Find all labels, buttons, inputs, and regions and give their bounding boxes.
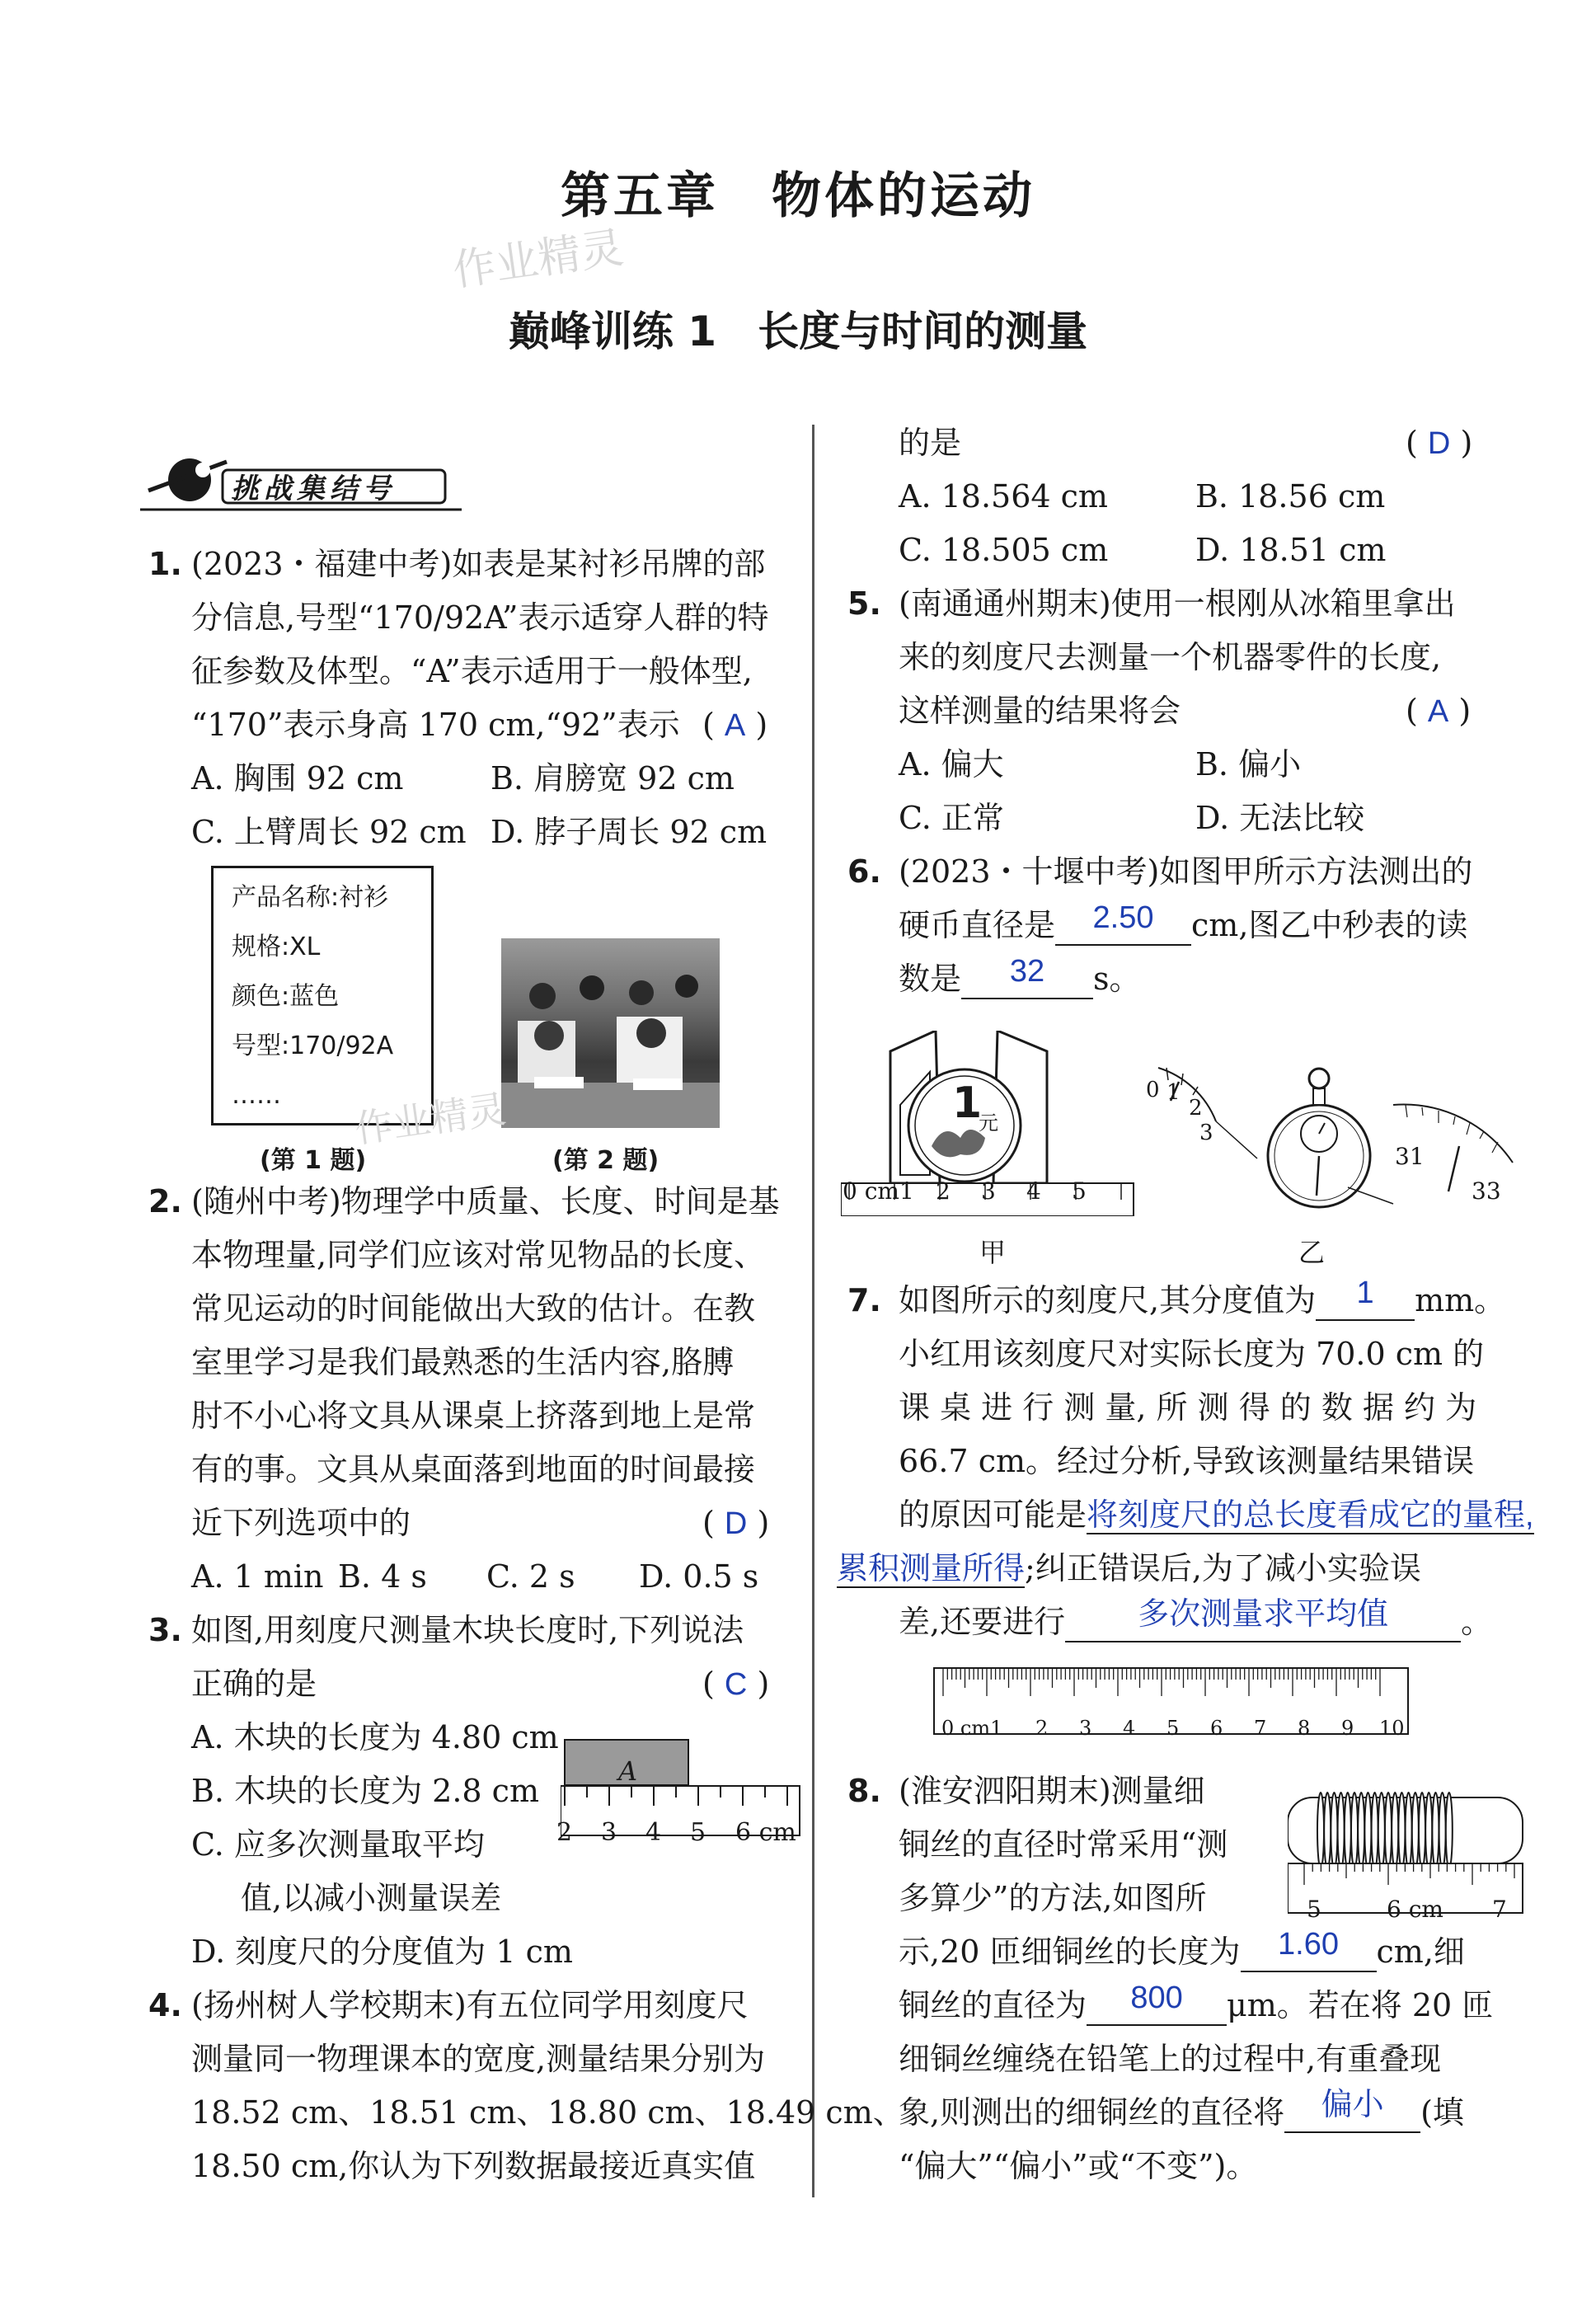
- ruler-tick-label: 3: [601, 1818, 617, 1847]
- q7-line: [837, 1542, 1421, 1596]
- q6-text: cm,图乙中秒表的读: [1191, 907, 1468, 943]
- q5-number: 5.: [847, 585, 881, 622]
- ruler-tick-label: 5: [690, 1818, 706, 1847]
- watermark: 作业精灵: [449, 223, 627, 297]
- q3-answer: C: [724, 1667, 748, 1702]
- q7-text: ;纠正错误后,为了减小实验误: [1025, 1550, 1421, 1586]
- ruler-tick-label: 7: [1492, 1896, 1507, 1923]
- q5-option: D. 无法比较: [1195, 800, 1365, 836]
- q6-blank-stopwatch: [961, 954, 1093, 999]
- q4-line: (扬州树人学校期末)有五位同学用刻度尺: [191, 1987, 749, 2023]
- figure-caption: (第 1 题): [260, 1146, 367, 1175]
- q8-blank-diameter: [1087, 1981, 1227, 2026]
- q6-blank-diameter: [1055, 900, 1191, 946]
- q4-line: 18.52 cm、18.51 cm、18.80 cm、18.49 cm、: [191, 2094, 904, 2131]
- classroom-photo: [501, 938, 720, 1128]
- card-line: 规格:XL: [232, 933, 321, 961]
- shirt-tag-card: [211, 866, 434, 1125]
- q2-number: 2.: [148, 1183, 182, 1219]
- q6-line: [899, 899, 1467, 952]
- challenge-badge: [132, 445, 462, 519]
- q6-line: (2023・十堰中考)如图甲所示方法测出的: [899, 853, 1473, 890]
- card-line: 产品名称:衬衫: [232, 883, 389, 912]
- q2-option: D. 0.5 s: [639, 1558, 759, 1595]
- q8-line: 细铜丝缠绕在铅笔上的过程中,有重叠现: [899, 2041, 1442, 2077]
- q1-line: (2023・福建中考)如表是某衬衫吊牌的部: [191, 546, 766, 582]
- ruler-tick-label: 10: [1379, 1717, 1405, 1740]
- q7-text: 差,还要进行: [899, 1604, 1066, 1640]
- q8-answer-length: 1.60: [1278, 1927, 1339, 1962]
- q8-text: 铜丝的直径为: [899, 1987, 1087, 2023]
- q8-line: [899, 2086, 1464, 2140]
- card-line: ……: [232, 1081, 281, 1110]
- q8-answer-diameter: 800: [1130, 1981, 1183, 2015]
- ruler-tick-label: 6 cm: [735, 1818, 796, 1847]
- q7-answer-reason: 将刻度尺的总长度看成它的量程,: [1087, 1498, 1534, 1533]
- q8-text: cm,细: [1376, 1934, 1465, 1970]
- q3-answer-paren: ( C ): [702, 1666, 770, 1702]
- q3-option: D. 刻度尺的分度值为 1 cm: [191, 1934, 573, 1970]
- q4-number: 4.: [148, 1987, 182, 2023]
- q1-number: 1.: [148, 546, 182, 582]
- block-label: A: [618, 1755, 638, 1787]
- q7-line: [899, 1274, 1505, 1328]
- q1-answer: A: [724, 708, 746, 743]
- q8-text: 示,20 匝细铜丝的长度为: [899, 1934, 1241, 1970]
- ruler-tick-label: 0 cm1: [843, 1177, 914, 1205]
- q3-line: 正确的是: [191, 1666, 317, 1702]
- q7-blank-method: [1065, 1597, 1461, 1642]
- q7-number: 7.: [847, 1282, 881, 1318]
- q2-option: A. 1 min: [191, 1558, 324, 1595]
- dial-label: 3: [1199, 1121, 1213, 1145]
- q4-answer: D: [1427, 426, 1451, 461]
- q5-answer-paren: ( A ): [1406, 693, 1472, 729]
- q2-option: B. 4 s: [338, 1558, 427, 1595]
- q2-line: 近下列选项中的: [191, 1505, 411, 1541]
- q5-line: 这样测量的结果将会: [899, 693, 1181, 729]
- q7-text: 的原因可能是: [899, 1497, 1087, 1533]
- q7-line: 小红用该刻度尺对实际长度为 70.0 cm 的: [899, 1336, 1485, 1372]
- students-image-icon: [501, 938, 720, 1128]
- ruler-tick-label: 8: [1298, 1717, 1311, 1740]
- ruler-tick-label: 5: [1307, 1896, 1321, 1923]
- q7-line: [899, 1488, 1534, 1543]
- q1-option: D. 脖子周长 92 cm: [491, 814, 767, 850]
- column-divider: [812, 425, 814, 2197]
- ruler-tick-label: 5: [1166, 1717, 1180, 1740]
- ruler-tick-label: 2: [936, 1177, 951, 1205]
- q7-text: 。: [1461, 1604, 1493, 1640]
- q6-line: [899, 952, 1141, 1006]
- q1-option: A. 胸围 92 cm: [191, 760, 404, 797]
- q5-line: (南通通州期末)使用一根刚从冰箱里拿出: [899, 585, 1456, 622]
- q1-line: 征参数及体型。“A”表示适用于一般体型,: [191, 653, 753, 689]
- q6-answer-diameter: 2.50: [1092, 900, 1154, 935]
- ruler-tick-label: 4: [1123, 1717, 1136, 1740]
- q3-number: 3.: [148, 1612, 182, 1648]
- q8-line: (淮安泗阳期末)测量细: [899, 1773, 1205, 1809]
- stopwatch-figure: [1142, 1055, 1521, 1220]
- ruler-tick-label: 3: [1079, 1717, 1092, 1740]
- card-line: 颜色:蓝色: [232, 982, 340, 1011]
- q6-text: 硬币直径是: [899, 907, 1056, 943]
- q4-line: 测量同一物理课本的宽度,测量结果分别为: [191, 2041, 766, 2077]
- q1-option: C. 上臂周长 92 cm: [191, 814, 467, 850]
- badge-label: 挑战集结号: [231, 472, 396, 505]
- q8-line: 多算少”的方法,如图所: [899, 1880, 1207, 1916]
- q8-line: [899, 1925, 1465, 1979]
- q3-option: C. 应多次测量取平均: [191, 1826, 485, 1863]
- q7-text: mm。: [1415, 1282, 1506, 1318]
- q7-answer-method: 多次测量求平均值: [1138, 1597, 1389, 1632]
- q2-line: 常见运动的时间能做出大致的估计。在教: [191, 1290, 756, 1327]
- ruler-tick-label: 4: [645, 1818, 662, 1847]
- dial-label: 1: [1166, 1080, 1181, 1105]
- q7-answer-reason-cont: 累积测量所得: [837, 1552, 1026, 1586]
- ruler-tick-label: 7: [1254, 1717, 1267, 1740]
- q7-answer-division: 1: [1356, 1276, 1374, 1310]
- q4-answer-paren: ( D ): [1406, 425, 1473, 461]
- q1-line: “170”表示身高 170 cm,“92”表示: [191, 707, 680, 743]
- ruler-tick-label: 0 cm1: [941, 1717, 1003, 1740]
- ruler-tick-label: 3: [981, 1177, 996, 1205]
- q2-line: (随州中考)物理学中质量、长度、时间是基: [191, 1183, 780, 1219]
- ruler-tick-label: 2: [556, 1818, 573, 1847]
- q3-ruler-figure: [556, 1732, 808, 1847]
- watermark: 作业精灵: [352, 1086, 509, 1152]
- q8-line: [899, 1979, 1493, 2032]
- q8-blank-length: [1241, 1927, 1377, 1972]
- q1-option: B. 肩膀宽 92 cm: [491, 760, 735, 797]
- dial-label: 0: [1146, 1078, 1160, 1102]
- section-title: 巅峰训练 1 长度与时间的测量: [508, 308, 1088, 355]
- q2-line: 肘不小心将文具从课桌上挤落到地上是常: [191, 1398, 756, 1434]
- q6-text: s。: [1093, 961, 1141, 997]
- q3-option: 值,以减小测量误差: [241, 1880, 502, 1916]
- q8-blank-effect: [1284, 2088, 1420, 2133]
- q7-line: 66.7 cm。经过分析,导致该测量结果错误: [899, 1443, 1475, 1479]
- q8-line: “偏大”“偏小”或“不变”)。: [899, 2148, 1258, 2184]
- q2-line: 有的事。文具从桌面落到地面的时间最接: [191, 1451, 756, 1487]
- dial-label: 2: [1189, 1096, 1203, 1121]
- q2-line: 本物理量,同学们应该对常见物品的长度、: [191, 1237, 766, 1273]
- figure-label-jia: 甲: [979, 1237, 1007, 1268]
- q1-answer-paren: ( A ): [702, 707, 768, 743]
- q4-option: B. 18.56 cm: [1195, 478, 1386, 515]
- q2-answer: D: [724, 1506, 748, 1541]
- coin-value: 1: [952, 1078, 983, 1128]
- q6-number: 6.: [847, 853, 881, 890]
- ruler-tick-label: 5: [1072, 1177, 1087, 1205]
- q3-line: 如图,用刻度尺测量木块长度时,下列说法: [191, 1612, 744, 1648]
- q8-answer-effect: 偏小: [1321, 2088, 1384, 2122]
- q4-option: C. 18.505 cm: [899, 532, 1109, 568]
- q4-option: D. 18.51 cm: [1195, 532, 1387, 568]
- q2-answer-paren: ( D ): [702, 1505, 770, 1541]
- q5-option: B. 偏小: [1195, 746, 1302, 782]
- stopwatch-icon: [1142, 1055, 1521, 1220]
- q5-option: C. 正常: [899, 800, 1004, 836]
- q5-line: 来的刻度尺去测量一个机器零件的长度,: [899, 639, 1442, 675]
- q1-line: 分信息,号型“170/92A”表示适穿人群的特: [191, 599, 769, 636]
- q7-blank-division: [1316, 1276, 1415, 1321]
- ruler-tick-label: 9: [1341, 1717, 1354, 1740]
- ruler-tick-label: 4: [1026, 1177, 1041, 1205]
- q2-line: 室里学习是我们最熟悉的生活内容,胳膊: [191, 1344, 735, 1380]
- q7-text: 如图所示的刻度尺,其分度值为: [899, 1282, 1317, 1318]
- q2-option: C. 2 s: [486, 1558, 575, 1595]
- q4-option: A. 18.564 cm: [899, 478, 1108, 515]
- q8-number: 8.: [847, 1773, 881, 1809]
- q4-line: 的是: [899, 425, 962, 461]
- coin-unit: 元: [979, 1111, 998, 1135]
- q5-answer: A: [1427, 694, 1449, 729]
- q3-option: A. 木块的长度为 4.80 cm: [191, 1719, 559, 1755]
- q8-text: 象,则测出的细铜丝的直径将: [899, 2094, 1285, 2131]
- card-line: 号型:170/92A: [232, 1031, 394, 1060]
- sec-label: 33: [1472, 1177, 1501, 1205]
- figure-label-yi: 乙: [1298, 1237, 1326, 1268]
- q4-line: 18.50 cm,你认为下列数据最接近真实值: [191, 2148, 756, 2184]
- q7-line: 课 桌 进 行 测 量, 所 测 得 的 数 据 约 为: [899, 1389, 1477, 1426]
- q8-line: 铜丝的直径时常采用“测: [899, 1826, 1228, 1863]
- chapter-title: 第五章 物体的运动: [561, 167, 1035, 225]
- ruler-tick-label: 2: [1035, 1717, 1049, 1740]
- q8-text: μm。若在将 20 匝: [1227, 1987, 1494, 2023]
- q3-option: B. 木块的长度为 2.8 cm: [191, 1773, 539, 1809]
- figure-caption: (第 2 题): [552, 1146, 660, 1175]
- q6-answer-stopwatch: 32: [1009, 954, 1045, 989]
- q8-text: (填: [1420, 2094, 1464, 2131]
- ruler-tick-label: 6: [1210, 1717, 1223, 1740]
- ruler-tick-label: 6 cm: [1387, 1896, 1443, 1923]
- q7-line: [899, 1595, 1492, 1649]
- q6-text: 数是: [899, 961, 962, 997]
- q5-option: A. 偏大: [899, 746, 1004, 782]
- sec-label: 31: [1395, 1143, 1425, 1170]
